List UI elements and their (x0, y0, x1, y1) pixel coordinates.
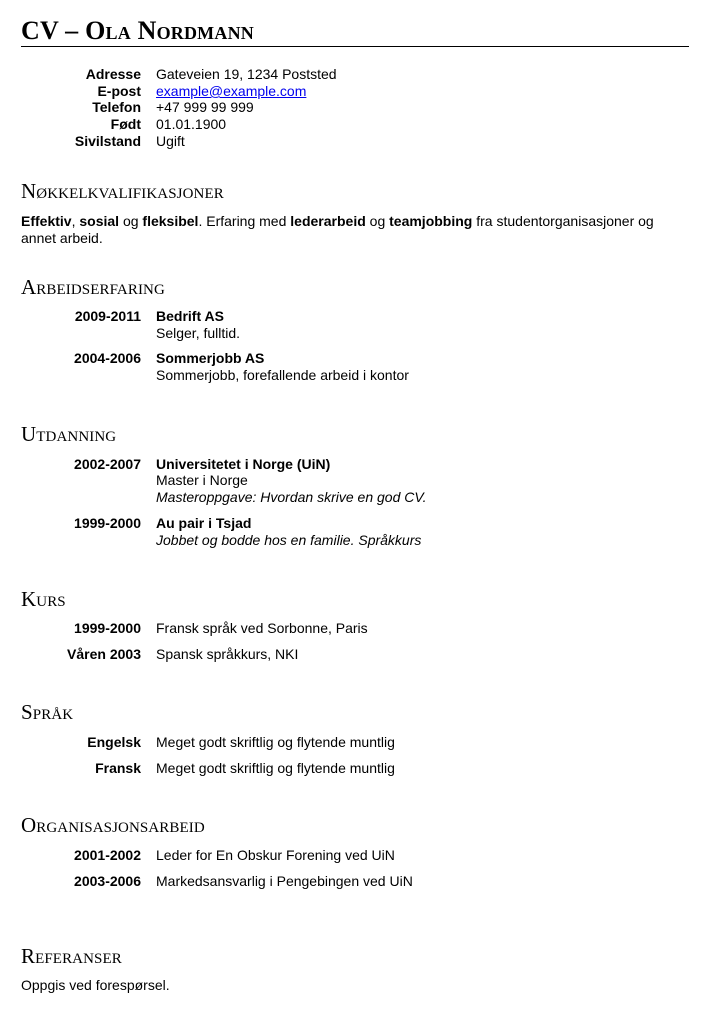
language-name: Engelsk (87, 734, 141, 750)
course-period: 1999-2000 (74, 620, 141, 636)
education-institution: Au pair i Tsjad (156, 515, 252, 531)
organisation-period: 2001-2002 (74, 847, 141, 863)
course-text: Fransk språk ved Sorbonne, Paris (156, 620, 368, 636)
page-title: CV – Ola Nordmann (21, 16, 254, 45)
phone-value: +47 999 99 999 (156, 99, 254, 115)
work-employer: Sommerjobb AS (156, 350, 265, 366)
email-label: E-post (97, 83, 141, 99)
organisation-text: Leder for En Obskur Forening ved UiN (156, 847, 395, 863)
section-heading-qualifications: Nøkkelkvalifikasjoner (21, 179, 224, 203)
section-heading-work: Arbeidserfaring (21, 275, 165, 299)
education-note: Jobbet og bodde hos en familie. Språkkurs (156, 532, 422, 548)
education-institution: Universitetet i Norge (UiN) (156, 456, 331, 472)
education-period: 1999-2000 (74, 515, 141, 531)
language-level: Meget godt skriftlig og flytende muntlig (156, 734, 395, 750)
section-heading-organisation: Organisasjonsarbeid (21, 813, 205, 837)
section-heading-courses: Kurs (21, 587, 66, 611)
section-heading-references: Referanser (21, 944, 122, 968)
address-label: Adresse (85, 66, 141, 82)
section-heading-education: Utdanning (21, 422, 117, 446)
education-note: Masteroppgave: Hvordan skrive en god CV. (156, 489, 427, 505)
course-text: Spansk språkkurs, NKI (156, 646, 299, 662)
course-period: Våren 2003 (67, 646, 141, 662)
language-level: Meget godt skriftlig og flytende muntlig (156, 760, 395, 776)
education-period: 2002-2007 (74, 456, 141, 472)
phone-label: Telefon (92, 99, 141, 115)
section-heading-languages: Språk (21, 700, 74, 724)
birthdate-value: 01.01.1900 (156, 116, 227, 132)
work-detail: Selger, fulltid. (156, 325, 241, 341)
work-employer: Bedrift AS (156, 308, 224, 324)
language-name: Fransk (95, 760, 141, 776)
work-detail: Sommerjobb, forefallende arbeid i kontor (156, 367, 409, 383)
organisation-period: 2003-2006 (74, 873, 141, 889)
work-period: 2009-2011 (74, 308, 141, 324)
marital-status-label: Sivilstand (74, 133, 141, 149)
organisation-text: Markedsansvarlig i Pengebingen ved UiN (156, 873, 413, 889)
title-divider (21, 46, 689, 47)
work-period: 2004-2006 (74, 350, 141, 366)
email-link[interactable]: example@example.com (156, 83, 307, 99)
marital-status-value: Ugift (156, 133, 185, 149)
qualifications-text: Effektiv, sosial og fleksibel. Erfaring med lederarbeid og teamjobbing fra studentorganisasjoner og annet arbeid. (21, 213, 654, 246)
references-text: Oppgis ved forespørsel. (21, 977, 170, 993)
education-degree: Master i Norge (156, 472, 248, 488)
birthdate-label: Født (110, 116, 141, 132)
address-value: Gateveien 19, 1234 Poststed (156, 66, 337, 82)
